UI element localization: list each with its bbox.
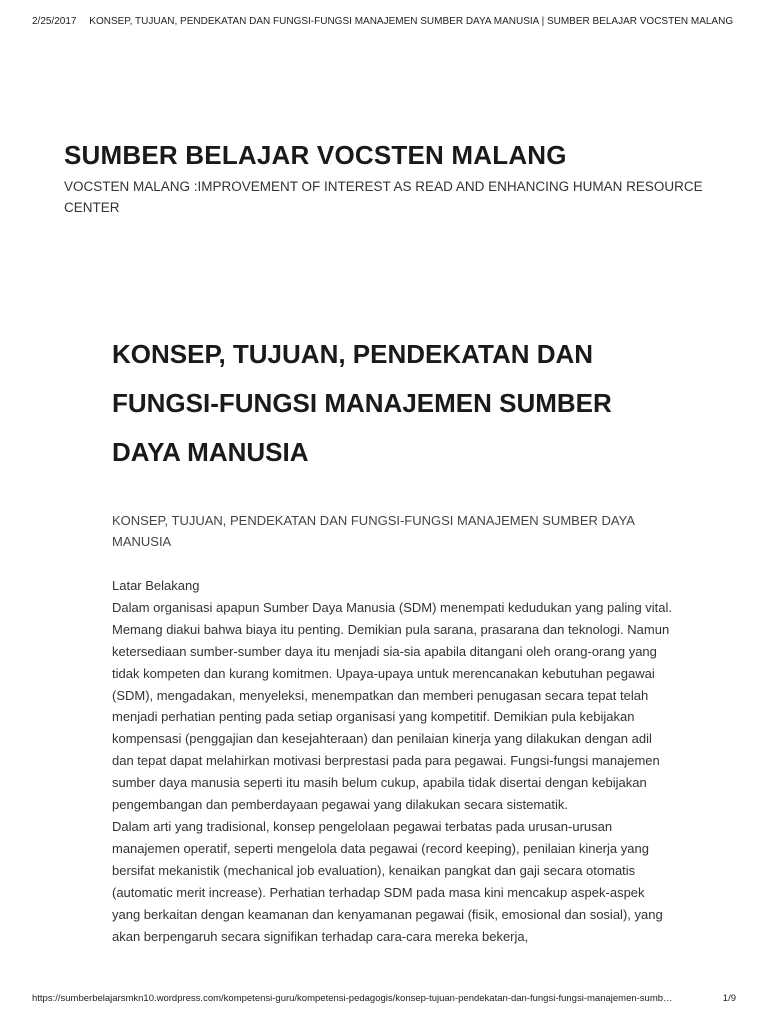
post-subtitle: KONSEP, TUJUAN, PENDEKATAN DAN FUNGSI-FUNGSI MANAJEMEN SUMBER DAYA MANUSIA <box>112 513 635 549</box>
post-body <box>112 575 672 947</box>
page-number: 1/9 <box>722 993 736 1004</box>
site-description: VOCSTEN MALANG :IMPROVEMENT OF INTEREST AS READ AND ENHANCING HUMAN RESOURCE CENTER <box>64 179 703 215</box>
section-heading: Latar Belakang <box>112 578 200 593</box>
post-title: KONSEP, TUJUAN, PENDEKATAN DAN FUNGSI-FUNGSI MANAJEMEN SUMBER DAYA MANUSIA <box>112 339 612 467</box>
paragraph: Dalam organisasi apapun Sumber Daya Manusia (SDM) menempati kedudukan yang paling vital. Memang diakui bahwa biaya itu penting. Demikian pula sarana, prasarana dan teknologi. Namun ketersediaan sumber-sumber daya itu menjadi sia-sia apabila ditangani oleh orang-orang yang tidak kompeten dan kurang komitmen. Upaya-upaya untuk merencanakan kebutuhan pegawai (SDM), mengadakan, menyeleksi, menempatkan dan memberi penugasan secara tepat telah menjadi perhatian penting pada setiap organisasi yang kompetitif. Demikian pula kebijakan kompensasi (penggajian dan kesejahteraan) dan penilaian kinerja yang dilakukan dengan adil dan tepat dapat melahirkan motivasi berprestasi pada para pegawai. Fungsi-fungsi manajemen sumber daya manusia seperti itu masih belum cukup, apabila tidak disertai dengan kebijakan pengembangan dan pemberdayaan pegawai yang dilakukan secara sistematik. <box>112 599 673 813</box>
print-url: https://sumberbelajarsmkn10.wordpress.com/kompetensi-guru/kompetensi-pedagogis/konsep-tujuan-pendekatan-dan-fungsi-fungsi-manajemen-sumb… <box>32 993 673 1004</box>
print-page-title: KONSEP, TUJUAN, PENDEKATAN DAN FUNGSI-FUNGSI MANAJEMEN SUMBER DAYA MANUSIA | SUMBER BELAJAR VOCSTEN MALANG <box>89 16 734 27</box>
print-date: 2/25/2017 <box>32 16 77 27</box>
site-title[interactable]: SUMBER BELAJAR VOCSTEN MALANG <box>64 140 567 170</box>
print-header <box>32 16 748 27</box>
paragraph: Dalam arti yang tradisional, konsep pengelolaan pegawai terbatas pada urusan-urusan manajemen operatif, seperti mengelola data pegawai (record keeping), penilaian kinerja yang bersifat mekanistik (mechanical job evaluation), kenaikan pangkat dan gaji secara otomatis (automatic merit increase). Perhatian terhadap SDM pada masa kini mencakup aspek-aspek yang berkaitan dengan keamanan dan kenyamanan pegawai (fisik, emosional dan sosial), yang akan berpengaruh secara signifikan terhadap cara-cara mereka bekerja, <box>112 818 663 944</box>
